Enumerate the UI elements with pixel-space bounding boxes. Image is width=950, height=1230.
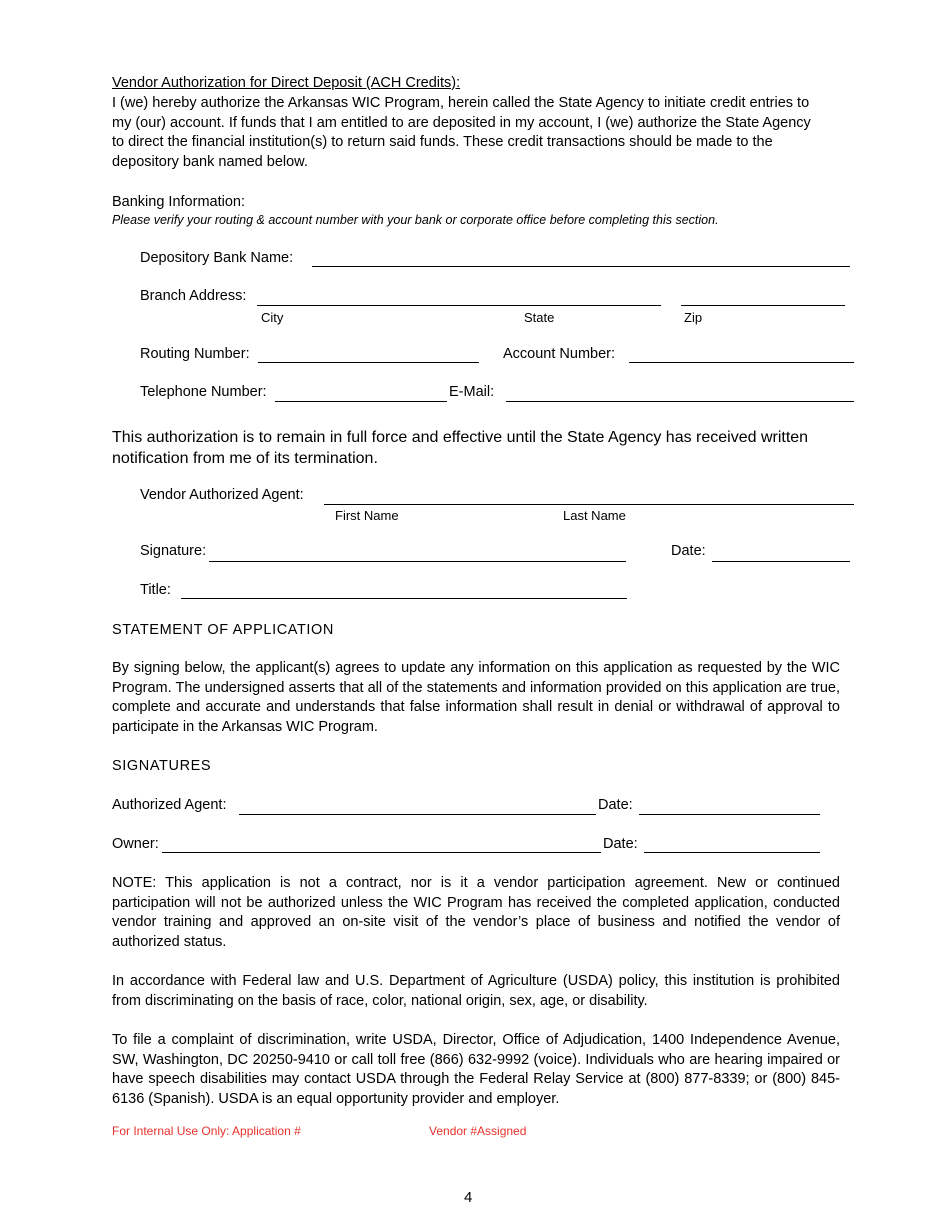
owner-field[interactable] [162, 852, 601, 853]
note-paragraph: NOTE: This application is not a contract, nor is it a vendor participation agreement. New or continued participation will not be authorized unless the WIC Program has received the completed application, conducted vendor training and approved an on-site visit of the vendor’s place of business and notified the vendor of authorized status. [112, 875, 840, 950]
telephone-label: Telephone Number: [140, 384, 267, 400]
vendor-agent-label: Vendor Authorized Agent: [140, 487, 304, 503]
signature-label: Signature: [140, 543, 207, 559]
telephone-field[interactable] [275, 401, 447, 402]
authorized-agent-label: Authorized Agent: [112, 797, 227, 813]
authorization-text: This authorization is to remain in full force and effective until the State Agency has received written notification from me of its termination. [112, 429, 809, 467]
branch-address-field[interactable] [257, 305, 661, 306]
agent-date-field[interactable] [639, 814, 820, 815]
signature-date-field[interactable] [712, 561, 850, 562]
email-label: E-Mail: [449, 384, 495, 400]
account-number-label: Account Number: [503, 346, 616, 362]
direct-deposit-paragraph: I (we) hereby authorize the Arkansas WIC Program, herein called the State Agency to initiate credit entries to my (our) account. If funds that I am entitled to are deposited in my account, I (we) authorize the State Agency to direct the financial institution(s) to return said funds. These credit transactions should be made to the depository bank named below. [112, 95, 811, 170]
internal-vendor-label: Vendor #Assigned [429, 1124, 527, 1138]
vendor-agent-field[interactable] [324, 504, 854, 505]
account-number-field[interactable] [629, 362, 854, 363]
authorized-agent-field[interactable] [239, 814, 596, 815]
owner-label: Owner: [112, 836, 159, 852]
routing-number-label: Routing Number: [140, 346, 250, 362]
complaint-paragraph: To file a complaint of discrimination, write USDA, Director, Office of Adjudication, 1400 Independence Avenue, SW, Washington, DC 20250-9410 or call toll free (866) 632-9992 (voice). Individuals who are hearing impaired or have speech disabilities may contact USDA through the Federal Relay Service at (800) 877-8339; or (800) 845-6136 (Spanish). USDA is an equal opportunity provider and employer. [112, 1032, 840, 1107]
email-field[interactable] [506, 401, 854, 402]
signature-date-label: Date: [671, 543, 706, 559]
state-caption: State [524, 310, 555, 325]
banking-heading: Banking Information: [112, 194, 245, 210]
first-name-caption: First Name [335, 508, 399, 523]
city-caption: City [261, 310, 284, 325]
signature-field[interactable] [209, 561, 626, 562]
bank-name-label: Depository Bank Name: [140, 250, 294, 266]
internal-application-label: For Internal Use Only: Application # [112, 1124, 301, 1138]
title-label: Title: [140, 582, 171, 598]
direct-deposit-heading: Vendor Authorization for Direct Deposit (ACH Credits): [112, 75, 461, 91]
signatures-heading: SIGNATURES [112, 758, 212, 774]
page-number: 4 [464, 1189, 473, 1206]
branch-address-label: Branch Address: [140, 288, 247, 304]
banking-note: Please verify your routing & account number with your bank or corporate office before completing this section. [112, 213, 719, 227]
zip-caption: Zip [684, 310, 703, 325]
title-field[interactable] [181, 598, 627, 599]
owner-date-label: Date: [603, 836, 638, 852]
statement-paragraph: By signing below, the applicant(s) agrees to update any information on this application as requested by the WIC Program. The undersigned asserts that all of the statements and information provided on this application are true, complete and accurate and understands that false information shall result in denial or withdrawal of approval to participate in the Arkansas WIC Program. [112, 660, 840, 735]
usda-policy-paragraph: In accordance with Federal law and U.S. Department of Agriculture (USDA) policy, this institution is prohibited from discriminating on the basis of race, color, national origin, sex, age, or disability. [112, 973, 840, 1009]
owner-date-field[interactable] [644, 852, 820, 853]
routing-number-field[interactable] [258, 362, 479, 363]
last-name-caption: Last Name [563, 508, 626, 523]
statement-heading: STATEMENT OF APPLICATION [112, 622, 334, 638]
zip-field[interactable] [681, 305, 845, 306]
agent-date-label: Date: [598, 797, 633, 813]
bank-name-field[interactable] [312, 266, 850, 267]
